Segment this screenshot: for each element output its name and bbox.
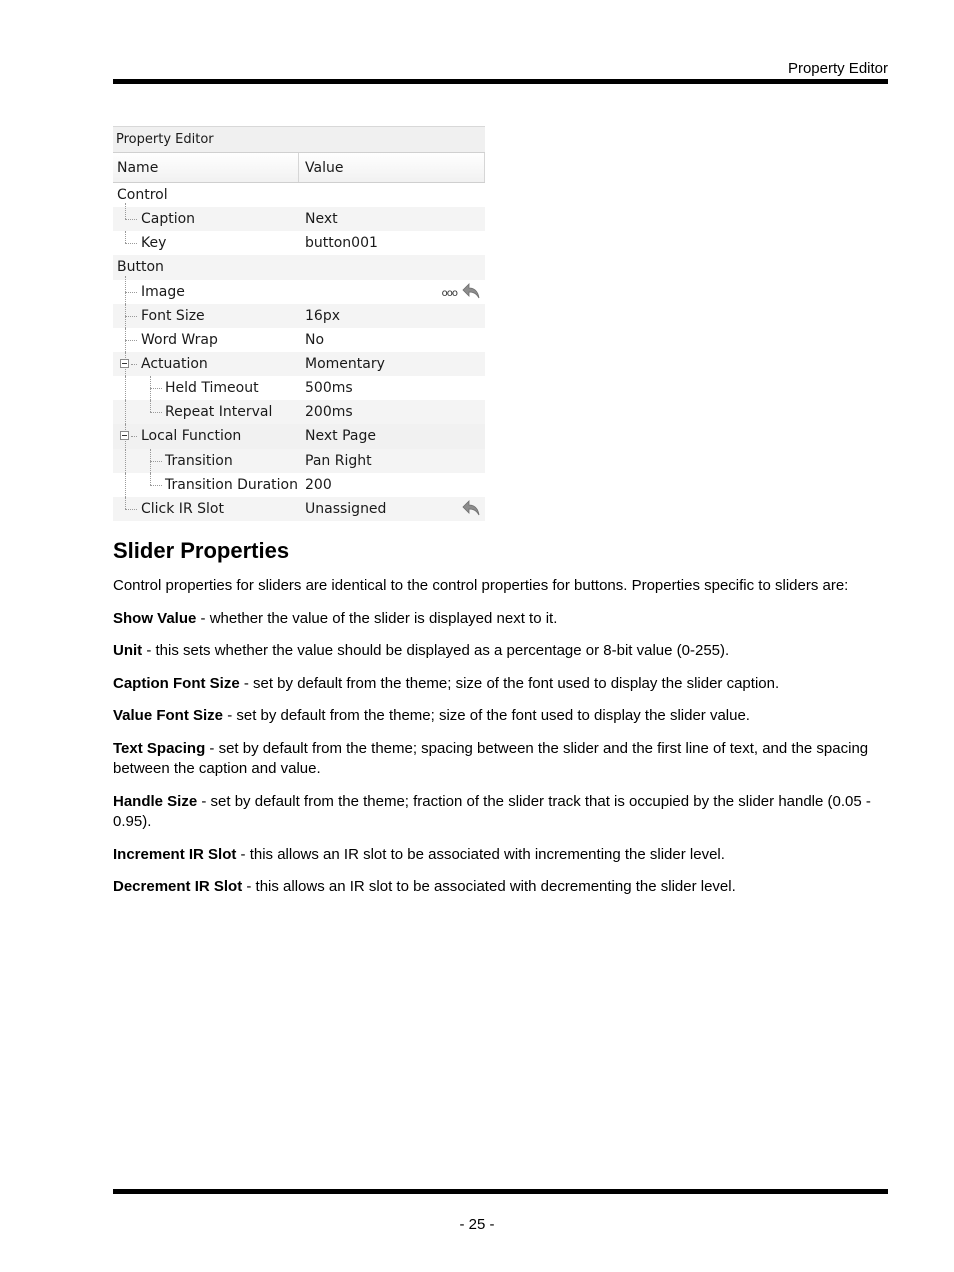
row-name: Click IR Slot — [141, 500, 224, 517]
property-name: Caption Font Size — [113, 675, 240, 692]
row-value[interactable]: Pan Right — [305, 452, 372, 469]
section-intro: Control properties for sliders are identical to the control properties for buttons. Properties specific to sliders are: — [113, 577, 849, 594]
row-name: Held Timeout — [165, 380, 259, 397]
property-text: - this sets whether the value should be displayed as a percentage or 8-bit value (0-255). — [142, 642, 730, 659]
row-value[interactable]: Momentary — [305, 356, 385, 373]
row-name: Transition Duration — [165, 476, 298, 493]
tree-row-button[interactable] — [113, 255, 485, 279]
property-name: Show Value — [113, 610, 197, 627]
column-value-header[interactable]: Value — [299, 153, 485, 182]
header-rule — [113, 79, 888, 84]
tree-row-key[interactable] — [113, 231, 485, 255]
row-name: Word Wrap — [141, 331, 218, 348]
property-description — [113, 792, 888, 832]
property-description — [113, 739, 888, 779]
property-name: Increment IR Slot — [113, 846, 237, 863]
property-text: - set by default from the theme; size of the font used to display the slider caption. — [239, 675, 780, 692]
row-value[interactable]: 200 — [305, 476, 332, 493]
row-name: Image — [141, 283, 185, 300]
row-value[interactable] — [299, 497, 485, 521]
tree-row-held-timeout[interactable] — [113, 376, 485, 400]
row-name: Key — [141, 235, 167, 252]
tree-row-image[interactable] — [113, 280, 485, 304]
tree-row-actuation[interactable] — [113, 352, 485, 376]
property-editor-panel — [113, 126, 485, 522]
row-name: Repeat Interval — [165, 404, 273, 421]
row-name: Transition — [165, 452, 233, 469]
row-name: Button — [117, 259, 164, 276]
row-value[interactable] — [299, 280, 485, 304]
column-name-header[interactable]: Name — [113, 153, 299, 182]
property-text: - this allows an IR slot to be associated with incrementing the slider level. — [236, 846, 725, 863]
row-value-text: Unassigned — [305, 500, 387, 517]
row-value[interactable]: 200ms — [305, 404, 353, 421]
property-description — [113, 641, 888, 661]
property-text: - set by default from the theme; fraction of the slider track that is occupied by the slider handle (0.05 - 0.95). — [113, 793, 871, 830]
row-value[interactable]: 16px — [305, 307, 340, 324]
property-text: - set by default from the theme; size of the font used to display the slider value. — [223, 707, 750, 724]
page-number: - 25 - — [459, 1216, 495, 1233]
property-text: - whether the value of the slider is displayed next to it. — [196, 610, 558, 627]
property-name: Decrement IR Slot — [113, 878, 243, 895]
section-content — [113, 536, 888, 895]
row-name: Control — [117, 187, 168, 204]
tree-row-control[interactable] — [113, 183, 485, 207]
reset-arrow-icon[interactable] — [461, 499, 481, 517]
row-value[interactable]: 500ms — [305, 380, 353, 397]
property-name: Handle Size — [113, 793, 198, 810]
column-header — [113, 153, 485, 183]
property-name: Text Spacing — [113, 740, 206, 757]
tree-row-caption[interactable] — [113, 207, 485, 231]
footer-rule — [113, 1189, 888, 1194]
tree-row-transition-duration[interactable] — [113, 473, 485, 497]
row-name: Actuation — [141, 356, 208, 373]
row-value — [299, 255, 485, 279]
property-name: Unit — [113, 642, 143, 659]
property-name: Value Font Size — [113, 707, 224, 724]
browse-ellipsis-button[interactable]: ooo — [441, 287, 457, 299]
property-text: - set by default from the theme; spacing between the slider and the first line of text, and the spacing between the caption and value. — [113, 740, 869, 777]
row-value[interactable]: Next Page — [305, 428, 376, 445]
row-value[interactable]: No — [305, 331, 325, 348]
row-name: Font Size — [141, 307, 205, 324]
property-description — [113, 609, 888, 629]
row-name: Local Function — [141, 428, 242, 445]
tree-row-word-wrap[interactable] — [113, 328, 485, 352]
row-value — [299, 183, 485, 207]
reset-arrow-icon[interactable] — [461, 282, 481, 300]
panel-title: Property Editor — [113, 126, 485, 153]
tree-row-transition[interactable] — [113, 449, 485, 473]
tree-row-click-ir-slot[interactable] — [113, 497, 485, 521]
tree-row-repeat-interval[interactable] — [113, 400, 485, 424]
tree-row-font-size[interactable] — [113, 304, 485, 328]
property-description — [113, 877, 888, 897]
section-heading: Slider Properties — [113, 538, 290, 563]
property-description — [113, 845, 888, 865]
property-description — [113, 674, 888, 694]
property-description — [113, 706, 888, 726]
row-name: Caption — [141, 211, 196, 228]
tree-row-local-function[interactable] — [113, 424, 485, 448]
row-value[interactable]: Next — [305, 211, 338, 228]
running-header: Property Editor — [787, 60, 888, 77]
row-value[interactable]: button001 — [305, 235, 378, 252]
property-text: - this allows an IR slot to be associated with decrementing the slider level. — [242, 878, 736, 895]
